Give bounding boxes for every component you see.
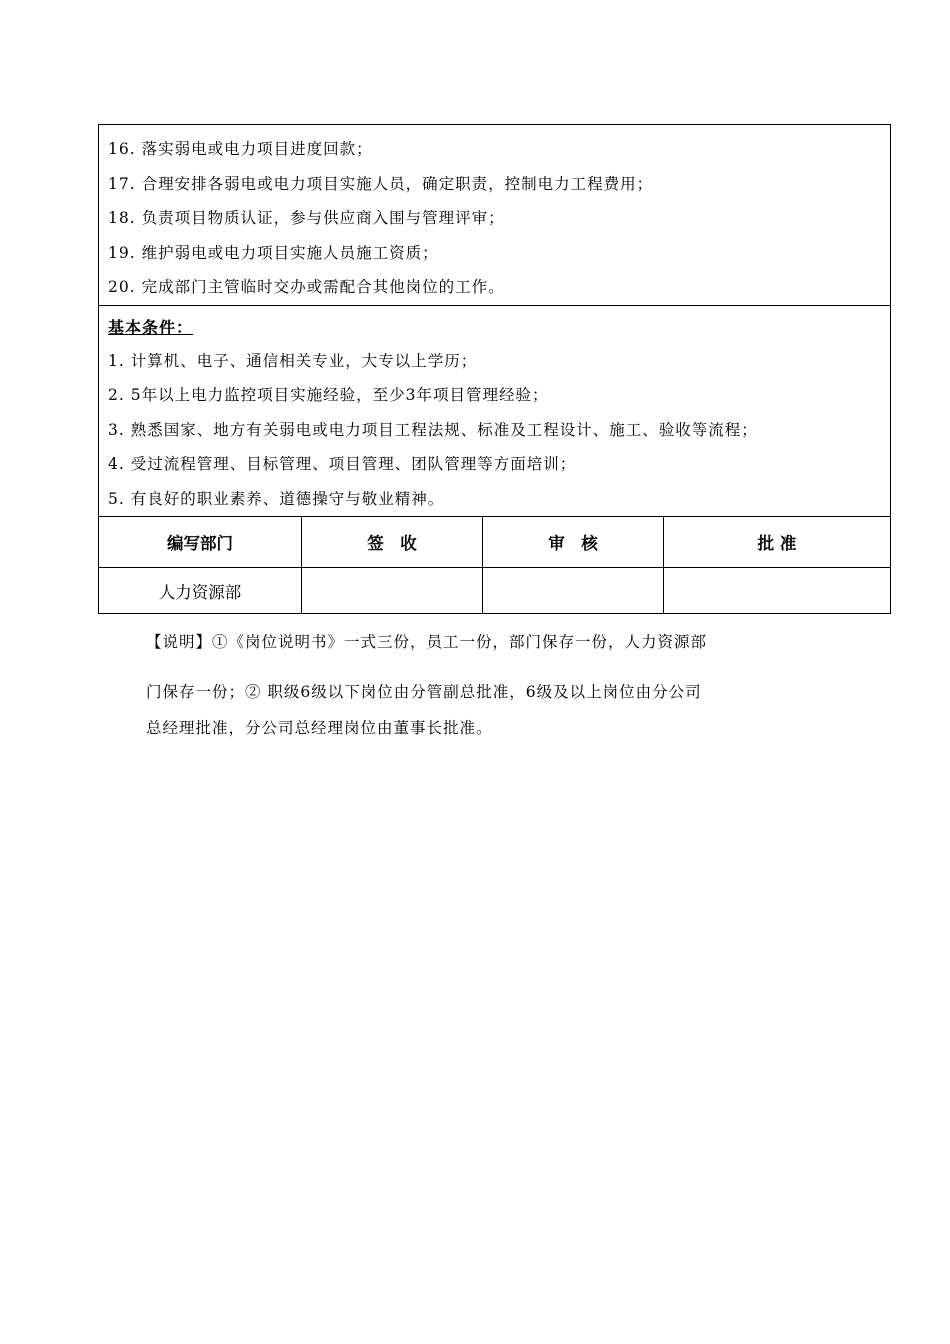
approval-header-row xyxy=(99,517,891,568)
duty-item: 16. 落实弱电或电力项目进度回款； xyxy=(108,140,373,158)
requirement-item: 4. 受过流程管理、目标管理、项目管理、团队管理等方面培训； xyxy=(108,455,577,473)
value-cell-department: 人力资源部 xyxy=(99,568,302,614)
requirements-heading: 基本条件： xyxy=(108,317,194,337)
header-cell-review: 审 核 xyxy=(483,517,664,568)
value-cell-sign xyxy=(302,568,483,614)
note-line-2: 门保存一份；② 职级6级以下岗位由分管副总批准，6级及以上岗位由分公司 xyxy=(146,683,702,701)
header-cell-approve: 批 准 xyxy=(664,517,891,568)
duty-item: 17. 合理安排各弱电或电力项目实施人员，确定职责，控制电力工程费用； xyxy=(108,174,654,193)
value-cell-approve xyxy=(664,568,891,614)
duty-item: 19. 维护弱电或电力项目实施人员施工资质； xyxy=(108,243,439,262)
header-cell-sign: 签 收 xyxy=(302,517,483,568)
header-cell-department: 编写部门 xyxy=(99,517,302,568)
duty-item: 18. 负责项目物质认证，参与供应商入围与管理评审； xyxy=(108,209,505,227)
requirement-item: 2. 5年以上电力监控项目实施经验，至少3年项目管理经验； xyxy=(108,386,549,404)
value-cell-review xyxy=(483,568,664,614)
job-description-table xyxy=(98,124,891,614)
requirement-item: 1. 计算机、电子、通信相关专业，大专以上学历； xyxy=(108,351,478,370)
requirement-item: 5. 有良好的职业素养、道德操守与敬业精神。 xyxy=(108,489,445,508)
requirements-section xyxy=(99,305,891,517)
note-line-1: 【说明】①《岗位说明书》一式三份，员工一份，部门保存一份，人力资源部 xyxy=(146,633,708,651)
duties-section xyxy=(99,125,891,306)
requirement-item: 3. 熟悉国家、地方有关弱电或电力项目工程法规、标准及工程设计、施工、验收等流程； xyxy=(108,420,758,439)
approval-value-row xyxy=(99,568,891,614)
note-line-3: 总经理批准，分公司总经理岗位由董事长批准。 xyxy=(146,719,493,737)
duty-item: 20. 完成部门主管临时交办或需配合其他岗位的工作。 xyxy=(108,278,505,296)
